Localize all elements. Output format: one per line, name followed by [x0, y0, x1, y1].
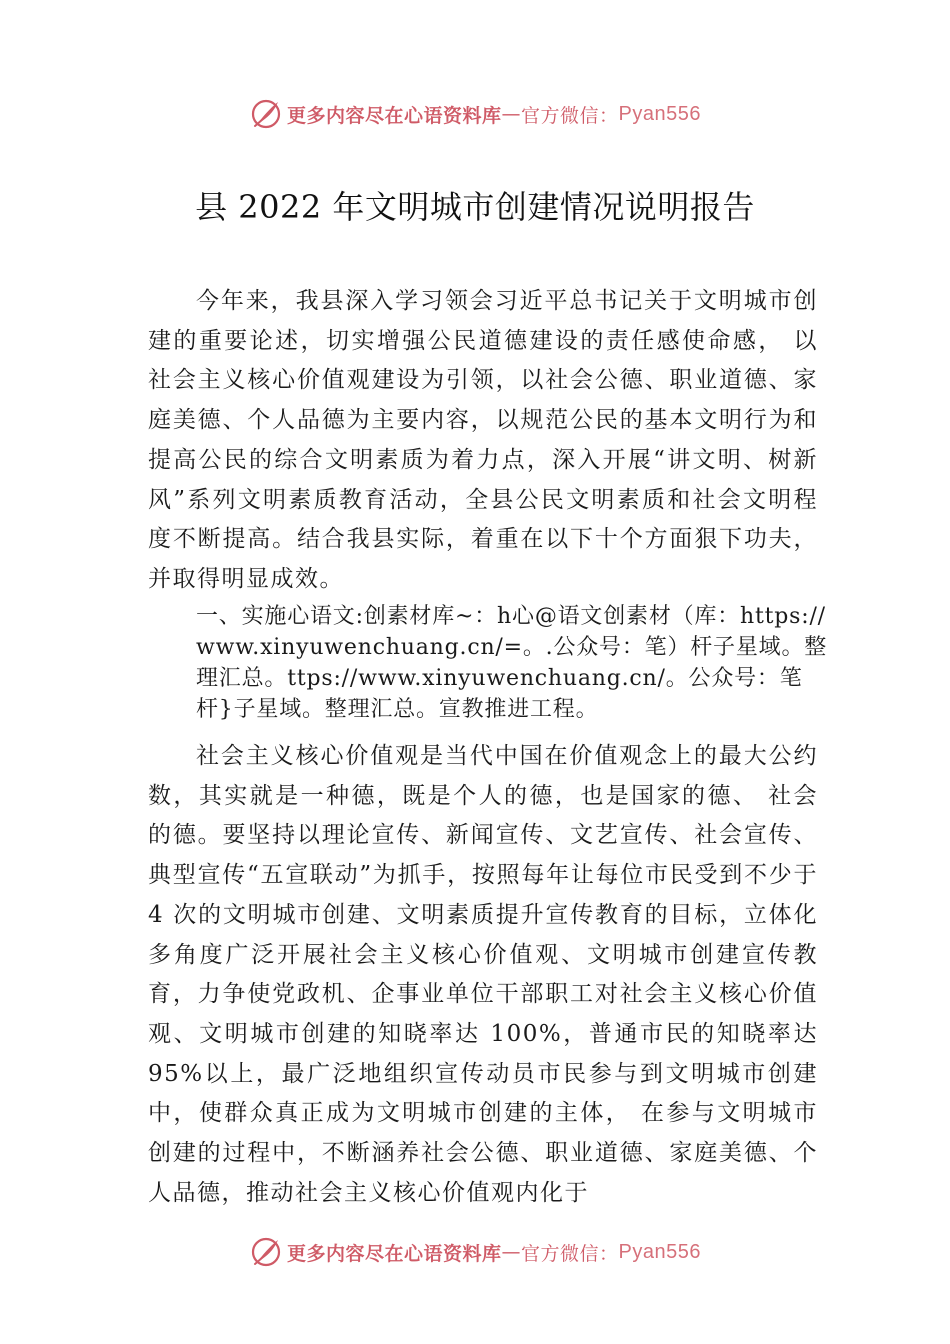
feather-quill-logo-icon — [249, 1235, 283, 1269]
banner-dash: — — [501, 1241, 522, 1263]
paragraph-core-values: 社会主义核心价值观是当代中国在价值观念上的最大公约数，其实就是一种德，既是个人的德，也是国家的德、 社会的德。要坚持以理论宣传、新闻宣传、文艺宣传、社会宣传、典型宣传“五宣联动”为抓手，按照每年让每位市民受到不少于 4 次的文明城市创建、文明素质提升宣传教育的目标，立体化多角度广泛开展社会主义核心价值观、文明城市创建宣传教育，力争使党政机、企事业单位干部职工对社会主义核心价值观、文明城市创建的知晓率达 100%，普通市民的知晓率达 95%以上，最广泛地组织宣传动员市民参与到文明城市创建中，使群众真正成为文明城市创建的主体， 在参与文明城市创建的过程中，不断涵养社会公德、职业道德、家庭美德、个人品德，推动社会主义核心价值观内化于 — [148, 743, 818, 1206]
banner-wechat-label: 官方微信： — [521, 1242, 619, 1265]
banner-dash: — — [501, 103, 522, 125]
document-title: 县 2022 年文明城市创建情况说明报告 — [195, 188, 755, 226]
banner-wechat-label: 官方微信： — [521, 104, 619, 127]
header-watermark-banner — [0, 94, 950, 134]
feather-quill-logo-icon — [249, 97, 283, 131]
banner-wechat-account: Pyan556 — [618, 1240, 701, 1263]
paragraph-intro: 今年来，我县深入学习领会习近平总书记关于文明城市创建的重要论述，切实增强公民道德建设的责任感使命感， 以社会主义核心价值观建设为引领，以社会公德、职业道德、家庭美德、个人品德为主要内容，以规范公民的基本文明行为和提高公民的综合文明素质为着力点，深入开展“讲文明、树新风”系列文明素质教育活动，全县公民文明素质和社会文明程度不断提高。结合我县实际，着重在以下十个方面狠下功夫，并取得明显成效。 — [148, 288, 818, 592]
banner-slogan: 更多内容尽在心语资料库 — [287, 104, 502, 127]
banner-wechat-account: Pyan556 — [618, 102, 701, 125]
footer-watermark-banner — [0, 1232, 950, 1272]
section-heading-1: 一、实施心语文:创素材库~：h心@语文创素材（库：https://www.xinyuwenchuang.cn/=。.公众号：笔）杆子星域。整理汇总。ttps://www.xinyuwenchuang.cn/。公众号：笔杆}子星域。整理汇总。宣教推进工程。 — [196, 604, 828, 722]
banner-slogan: 更多内容尽在心语资料库 — [287, 1242, 502, 1265]
